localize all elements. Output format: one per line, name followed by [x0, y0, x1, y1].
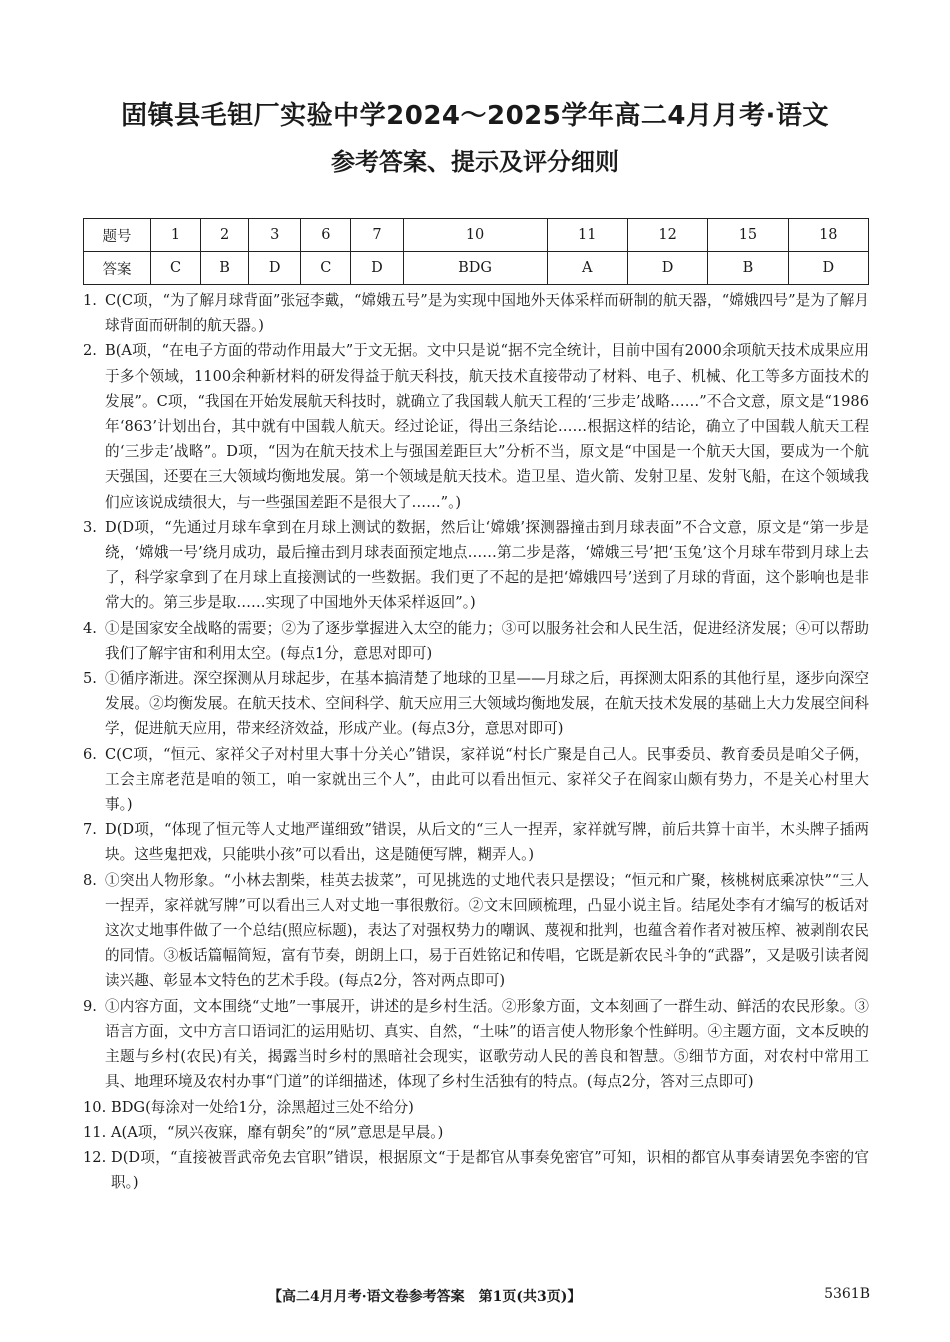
item-number: 9. [83, 997, 97, 1015]
item-text: D(D项，“体现了恒元等人丈地严谨细致”错误，从后文的“三人一捏弄，家祥就写牌，前后共算十亩半，木头牌子插两块。这些鬼把戏，只能哄小孩”可以看出，这是随便写牌，糊弄人。) [105, 821, 869, 864]
table-cell: D [351, 252, 403, 285]
list-item [83, 994, 869, 1095]
table-cell: 2 [201, 219, 249, 252]
table-cell: BDG [403, 252, 547, 285]
document-code: 5361B [824, 1286, 870, 1302]
table-header-cell: 答案 [84, 252, 151, 285]
table-cell: C [301, 252, 351, 285]
item-text: BDG(每涂对一处给1分，涂黑超过三处不给分) [111, 1098, 414, 1116]
table-row [84, 252, 869, 285]
table-cell: 1 [151, 219, 201, 252]
table-cell: A [547, 252, 627, 285]
list-item [83, 515, 869, 616]
table-cell: 11 [547, 219, 627, 252]
table-cell: 12 [627, 219, 707, 252]
item-number: 1. [83, 292, 97, 309]
answer-table [83, 218, 869, 285]
table-cell: 3 [249, 219, 301, 252]
item-text: D(D项，“直接被晋武帝免去官职”错误，根据原文“于是都官从事奏免密官”可知，识相的都官从事奏请罢免李密的官职。) [111, 1148, 869, 1192]
item-number: 3. [83, 518, 97, 536]
list-item [83, 288, 869, 338]
page-footer: 【高二4月月考·语文卷参考答案 第1页(共3页)】 [268, 1289, 582, 1305]
page-subtitle: 参考答案、提示及评分细则 [331, 148, 619, 176]
list-item [83, 1095, 869, 1120]
table-cell: 15 [708, 219, 788, 252]
item-text: ①内容方面，文本围绕“丈地”一事展开，讲述的是乡村生活。②形象方面，文本刻画了一群生动、鲜活的农民形象。③语言方面，文中方言口语词汇的运用贴切、真实、自然，“土味”的语言使人物形象个性鲜明。④主题方面，文本反映的主题与乡村(农民)有关，揭露当时乡村的黑暗社会现实，讴歌劳动人民的善良和智慧。⑤细节方面，对农村中常用工具、地理环境及农村办事“门道”的详细描述，体现了乡村生活独有的特点。(每点2分，答对三点即可) [105, 997, 869, 1091]
list-item [83, 666, 869, 742]
answer-explanations [83, 288, 869, 1195]
table-cell: C [151, 252, 201, 285]
item-text: D(D项，“先通过月球车拿到在月球上测试的数据，然后让‘嫦娥’探测器撞击到月球表面”不合文意，原文是“第一步是绕，‘嫦娥一号’绕月成功，最后撞击到月球表面预定地点……第二步是落，‘嫦娥三号’把‘玉兔’这个月球车带到月球上去了，科学家拿到了在月球上直接测试的一些数据。我们更了不起的是把‘嫦娥四号’送到了月球的背面，这个影响也是非常大的。第三步是取……实现了中国地外天体采样返回”。) [105, 518, 869, 612]
item-text: A(A项，“夙兴夜寐，靡有朝矣”的“夙”意思是早晨。) [111, 1123, 444, 1141]
table-cell: D [788, 252, 868, 285]
item-text: ①循序渐进。深空探测从月球起步，在基本搞清楚了地球的卫星——月球之后，再探测太阳系的其他行星，逐步向深空发展。②均衡发展。在航天技术、空间科学、航天应用三大领域均衡地发展，在航天技术发展的基础上大力发展空间科学，促进航天应用，带来经济效益，形成产业。(每点3分，意思对即可) [105, 670, 869, 738]
item-number: 6. [83, 745, 97, 763]
item-text: B(A项，“在电子方面的带动作用最大”于文无据。文中只是说“据不完全统计，目前中国有2000余项航天技术成果应用于多个领域，1100余种新材料的研发得益于航天科技，航天技术直接带动了材料、电子、机械、化工等多方面技术的发展”。C项，“我国在开始发展航天科技时，就确立了我国载人航天工程的‘三步走’战略……”不合文意，原文是“1986年‘863’计划出台，其中就有中国载人航天。经过论证，得出三条结论……根据这样的结论，确立了中国载人航天工程的‘三步走’战略”。D项，“因为在航天技术上与强国差距巨大”分析不当，原文是“中国是一个航天大国，要成为一个航天强国，还要在三大领域均衡地发展。第一个领域是航天技术。造卫星、造火箭、发射卫星、发射飞船，在这个领域我们应该说成绩很大，与一些强国差距不是很大了……”。) [105, 342, 869, 511]
item-number: 2. [83, 342, 97, 360]
table-cell: B [708, 252, 788, 285]
list-item [83, 616, 869, 666]
table-header-cell: 题号 [84, 219, 151, 252]
table-cell: D [627, 252, 707, 285]
table-cell: 10 [403, 219, 547, 252]
table-cell: 7 [351, 219, 403, 252]
list-item [83, 1120, 869, 1145]
item-number: 10. [83, 1098, 107, 1116]
item-number: 4. [83, 619, 97, 637]
list-item [83, 742, 869, 818]
item-text: C(C项，“恒元、家祥父子对村里大事十分关心”错误，家祥说“村长广聚是自己人。民事委员、教育委员是咱父子俩，工会主席老范是咱的领工，咱一家就出三个人”，由此可以看出恒元、家祥父子在阎家山颇有势力，不是关心村里大事。) [105, 745, 869, 814]
table-cell: D [249, 252, 301, 285]
list-item [83, 1145, 869, 1195]
page-title: 固镇县毛钽厂实验中学2024～2025学年高二4月月考·语文 [121, 101, 829, 131]
item-text: ①突出人物形象。“小林去割柴，桂英去拔菜”，可见挑选的丈地代表只是摆设；“恒元和广聚，核桃树底乘凉快”“三人一捏弄，家祥就写牌”可以看出三人对丈地一事很敷衍。②文末回顾梳理，凸显小说主旨。结尾处李有才编写的板话对这次丈地事件做了一个总结(照应标题)，表达了对强权势力的嘲讽、蔑视和批判，也蕴含着作者对被压榨、被剥削农民的同情。③板话篇幅简短，富有节奏，朗朗上口，易于百姓铭记和传唱，它既是新农民斗争的“武器”，又是吸引读者阅读兴趣、彰显本文特色的艺术手段。(每点2分，答对两点即可) [105, 871, 869, 990]
item-number: 8. [83, 871, 97, 889]
table-cell: B [201, 252, 249, 285]
table-row [84, 219, 869, 252]
item-number: 12. [83, 1148, 107, 1166]
item-number: 7. [83, 821, 97, 839]
item-number: 5. [83, 670, 97, 688]
list-item [83, 338, 869, 514]
table-cell: 18 [788, 219, 868, 252]
list-item [83, 817, 869, 867]
table-cell: 6 [301, 219, 351, 252]
item-number: 11. [83, 1123, 107, 1141]
item-text: C(C项，“为了解月球背面”张冠李戴，“嫦娥五号”是为实现中国地外天体采样而研制的航天器，“嫦娥四号”是为了解月球背面而研制的航天器。) [105, 292, 869, 335]
list-item [83, 868, 869, 994]
item-text: ①是国家安全战略的需要；②为了逐步掌握进入太空的能力；③可以服务社会和人民生活，促进经济发展；④可以帮助我们了解宇宙和利用太空。(每点1分，意思对即可) [105, 619, 869, 662]
